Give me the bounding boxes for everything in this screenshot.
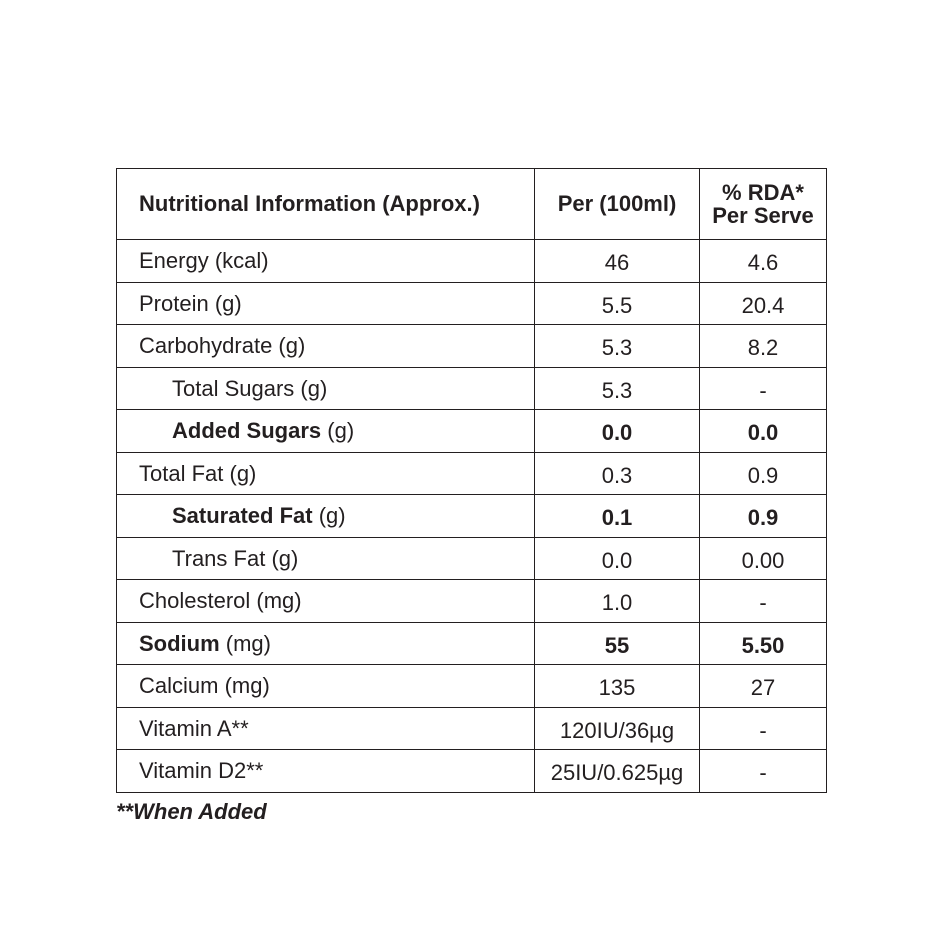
nutrient-name — [117, 707, 535, 750]
nutrient-unit: (kcal) — [208, 248, 269, 274]
table-row — [117, 580, 827, 623]
rda-value: - — [700, 750, 827, 793]
nutrient-label: Energy — [139, 248, 209, 274]
nutrient-name — [117, 452, 535, 495]
rda-value: 20.4 — [700, 282, 827, 325]
table-row — [117, 452, 827, 495]
per-100ml-value: 1.0 — [535, 580, 700, 623]
rda-value: - — [700, 707, 827, 750]
per-100ml-value: 5.3 — [535, 367, 700, 410]
rda-value: - — [700, 367, 827, 410]
table-row — [117, 750, 827, 793]
nutrient-label: Total Sugars — [172, 375, 295, 401]
nutrient-name — [117, 325, 535, 368]
per-100ml-value: 5.3 — [535, 325, 700, 368]
nutrient-name — [117, 282, 535, 325]
nutrient-unit: (mg) — [218, 673, 270, 699]
nutrient-label: Cholesterol — [139, 588, 251, 614]
table-row — [117, 622, 827, 665]
per-100ml-value: 0.1 — [535, 495, 700, 538]
nutrient-label: Vitamin A** — [139, 715, 249, 741]
nutrient-label: Sodium — [139, 630, 220, 656]
nutrient-label: Carbohydrate — [139, 333, 273, 359]
nutrient-unit: (g) — [272, 333, 306, 359]
per-100ml-value: 0.0 — [535, 410, 700, 453]
nutrient-name — [117, 367, 535, 410]
nutrient-label: Total Fat — [139, 460, 224, 486]
rda-value: 0.9 — [700, 452, 827, 495]
nutrient-name — [117, 410, 535, 453]
per-100ml-value: 0.3 — [535, 452, 700, 495]
rda-value: 27 — [700, 665, 827, 708]
per-100ml-value: 55 — [535, 622, 700, 665]
nutrient-name — [117, 622, 535, 665]
nutrient-name — [117, 240, 535, 283]
header-rda — [700, 169, 827, 240]
nutrient-label: Trans Fat — [172, 545, 266, 571]
rda-value: 8.2 — [700, 325, 827, 368]
rda-value: 0.9 — [700, 495, 827, 538]
nutrient-label: Vitamin D2** — [139, 758, 264, 784]
nutrient-name — [117, 495, 535, 538]
nutrient-unit: (g) — [265, 545, 299, 571]
per-100ml-value: 25IU/0.625µg — [535, 750, 700, 793]
rda-value: 0.00 — [700, 537, 827, 580]
rda-value: 4.6 — [700, 240, 827, 283]
nutrient-unit: (g) — [223, 460, 257, 486]
table-row — [117, 707, 827, 750]
nutrient-name — [117, 537, 535, 580]
rda-value: 0.0 — [700, 410, 827, 453]
nutrient-unit: (g) — [321, 418, 355, 444]
per-100ml-value: 5.5 — [535, 282, 700, 325]
rda-value: - — [700, 580, 827, 623]
table-row — [117, 537, 827, 580]
nutrient-unit: (mg) — [250, 588, 302, 614]
nutrient-name — [117, 665, 535, 708]
nutrient-name — [117, 580, 535, 623]
rda-value: 5.50 — [700, 622, 827, 665]
nutrient-unit: (g) — [208, 290, 242, 316]
nutrition-table — [116, 168, 827, 793]
nutrition-panel — [116, 168, 826, 825]
header-rda-line2: Per Serve — [712, 203, 814, 228]
table-header-row — [117, 169, 827, 240]
table-row — [117, 282, 827, 325]
header-rda-line1: % RDA* — [722, 179, 804, 205]
nutrient-unit: (mg) — [219, 630, 271, 656]
nutrient-label: Calcium — [139, 673, 219, 699]
table-row — [117, 410, 827, 453]
per-100ml-value: 46 — [535, 240, 700, 283]
nutrient-label: Protein — [139, 290, 209, 316]
table-row — [117, 240, 827, 283]
table-row — [117, 325, 827, 368]
nutrient-unit: (g) — [294, 375, 328, 401]
header-per-100ml: Per (100ml) — [535, 169, 700, 240]
table-row — [117, 367, 827, 410]
nutrient-unit: (g) — [312, 503, 346, 529]
table-row — [117, 495, 827, 538]
table-row — [117, 665, 827, 708]
nutrient-name — [117, 750, 535, 793]
per-100ml-value: 135 — [535, 665, 700, 708]
footnote: **When Added — [116, 798, 267, 824]
nutrient-label: Added Sugars — [172, 418, 322, 444]
per-100ml-value: 120IU/36µg — [535, 707, 700, 750]
per-100ml-value: 0.0 — [535, 537, 700, 580]
header-nutrient: Nutritional Information (Approx.) — [117, 169, 535, 240]
nutrient-label: Saturated Fat — [172, 503, 313, 529]
